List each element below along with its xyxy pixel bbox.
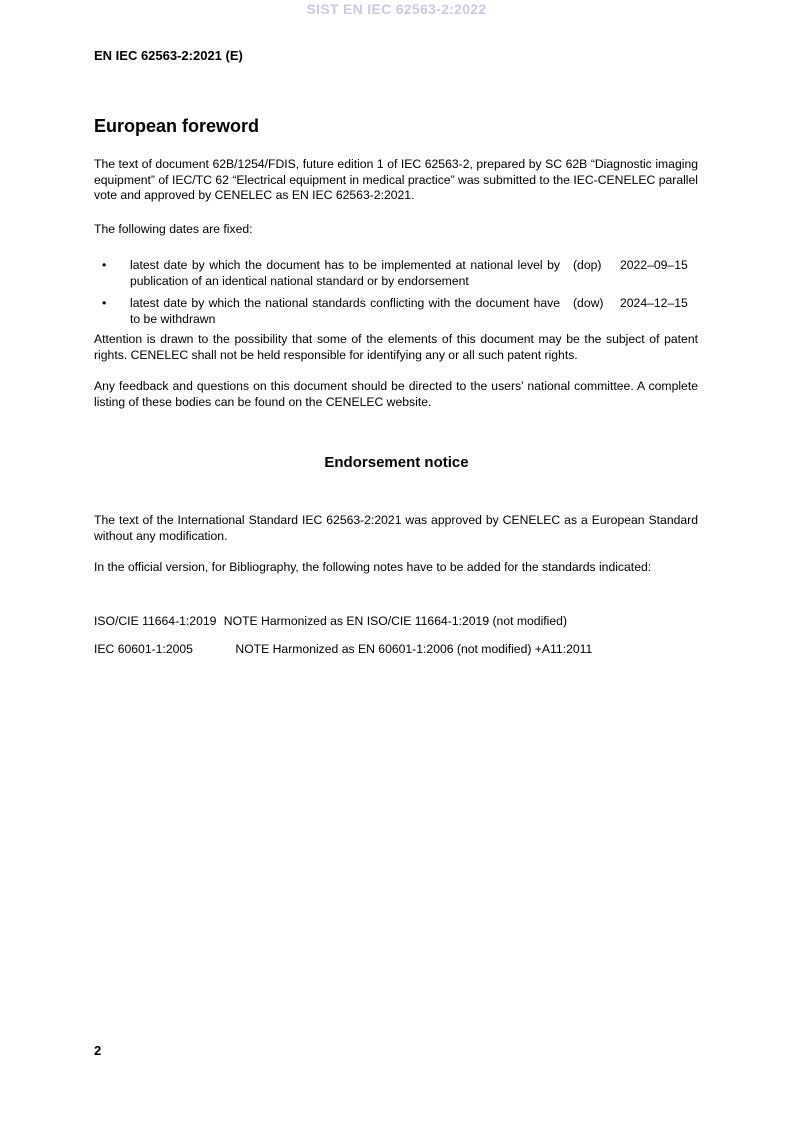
harmonized-note: NOTE Harmonized as EN ISO/CIE 11664-1:2019 (not modified): [223, 614, 568, 628]
patent-notice: Attention is drawn to the possibility that some of the elements of this document may be the subject of patent rights. CENELEC shall not be held responsible for identifying any or all such patent rights.: [94, 332, 698, 362]
bibliography-intro: In the official version, for Bibliography, the following notes have to be added for the standards indicated:: [94, 560, 652, 574]
dates-intro: The following dates are fixed:: [94, 222, 253, 236]
feedback-paragraph: Any feedback and questions on this document should be directed to the users’ national committee. A complete listing of these bodies can be found on the CENELEC website.: [94, 379, 698, 409]
document-identifier: EN IEC 62563-2:2021 (E): [94, 48, 243, 63]
watermark: SIST EN IEC 62563-2:2022: [306, 1, 487, 17]
page-number: 2: [94, 1043, 102, 1058]
bullet-marker: •: [102, 258, 107, 272]
endorsement-text: The text of the International Standard IEC 62563-2:2021 was approved by CENELEC as a European Standard without any modification.: [94, 513, 698, 543]
date-description: latest date by which the national standards conflicting with the document have to be withdrawn: [130, 296, 560, 326]
foreword-intro-paragraph: The text of document 62B/1254/FDIS, future edition 1 of IEC 62563-2, prepared by SC 62B “Diagnostic imaging equipment” of IEC/TC 62 “Electrical equipment in medical practice” was submitted to the IEC-CENELEC parallel vote and approved by CENELEC as EN IEC 62563-2:2021.: [94, 157, 698, 203]
endorsement-heading: Endorsement notice: [324, 454, 469, 471]
bibliography-note-row: [94, 642, 592, 658]
bullet-marker: •: [102, 296, 107, 310]
standard-reference: ISO/CIE 11664-1:2019: [94, 614, 217, 628]
standard-reference: IEC 60601-1:2005: [94, 642, 193, 656]
bibliography-note-row: [94, 614, 567, 630]
date-value: 2024–12–15: [620, 296, 688, 310]
date-description: latest date by which the document has to be implemented at national level by publication of an identical national standard or by endorsement: [130, 258, 560, 288]
date-code: (dow): [573, 296, 604, 310]
foreword-heading: European foreword: [94, 116, 260, 136]
date-value: 2022–09–15: [620, 258, 688, 272]
harmonized-note: NOTE Harmonized as EN 60601-1:2006 (not modified) +A11:2011: [235, 642, 593, 656]
date-code: (dop): [573, 258, 602, 272]
